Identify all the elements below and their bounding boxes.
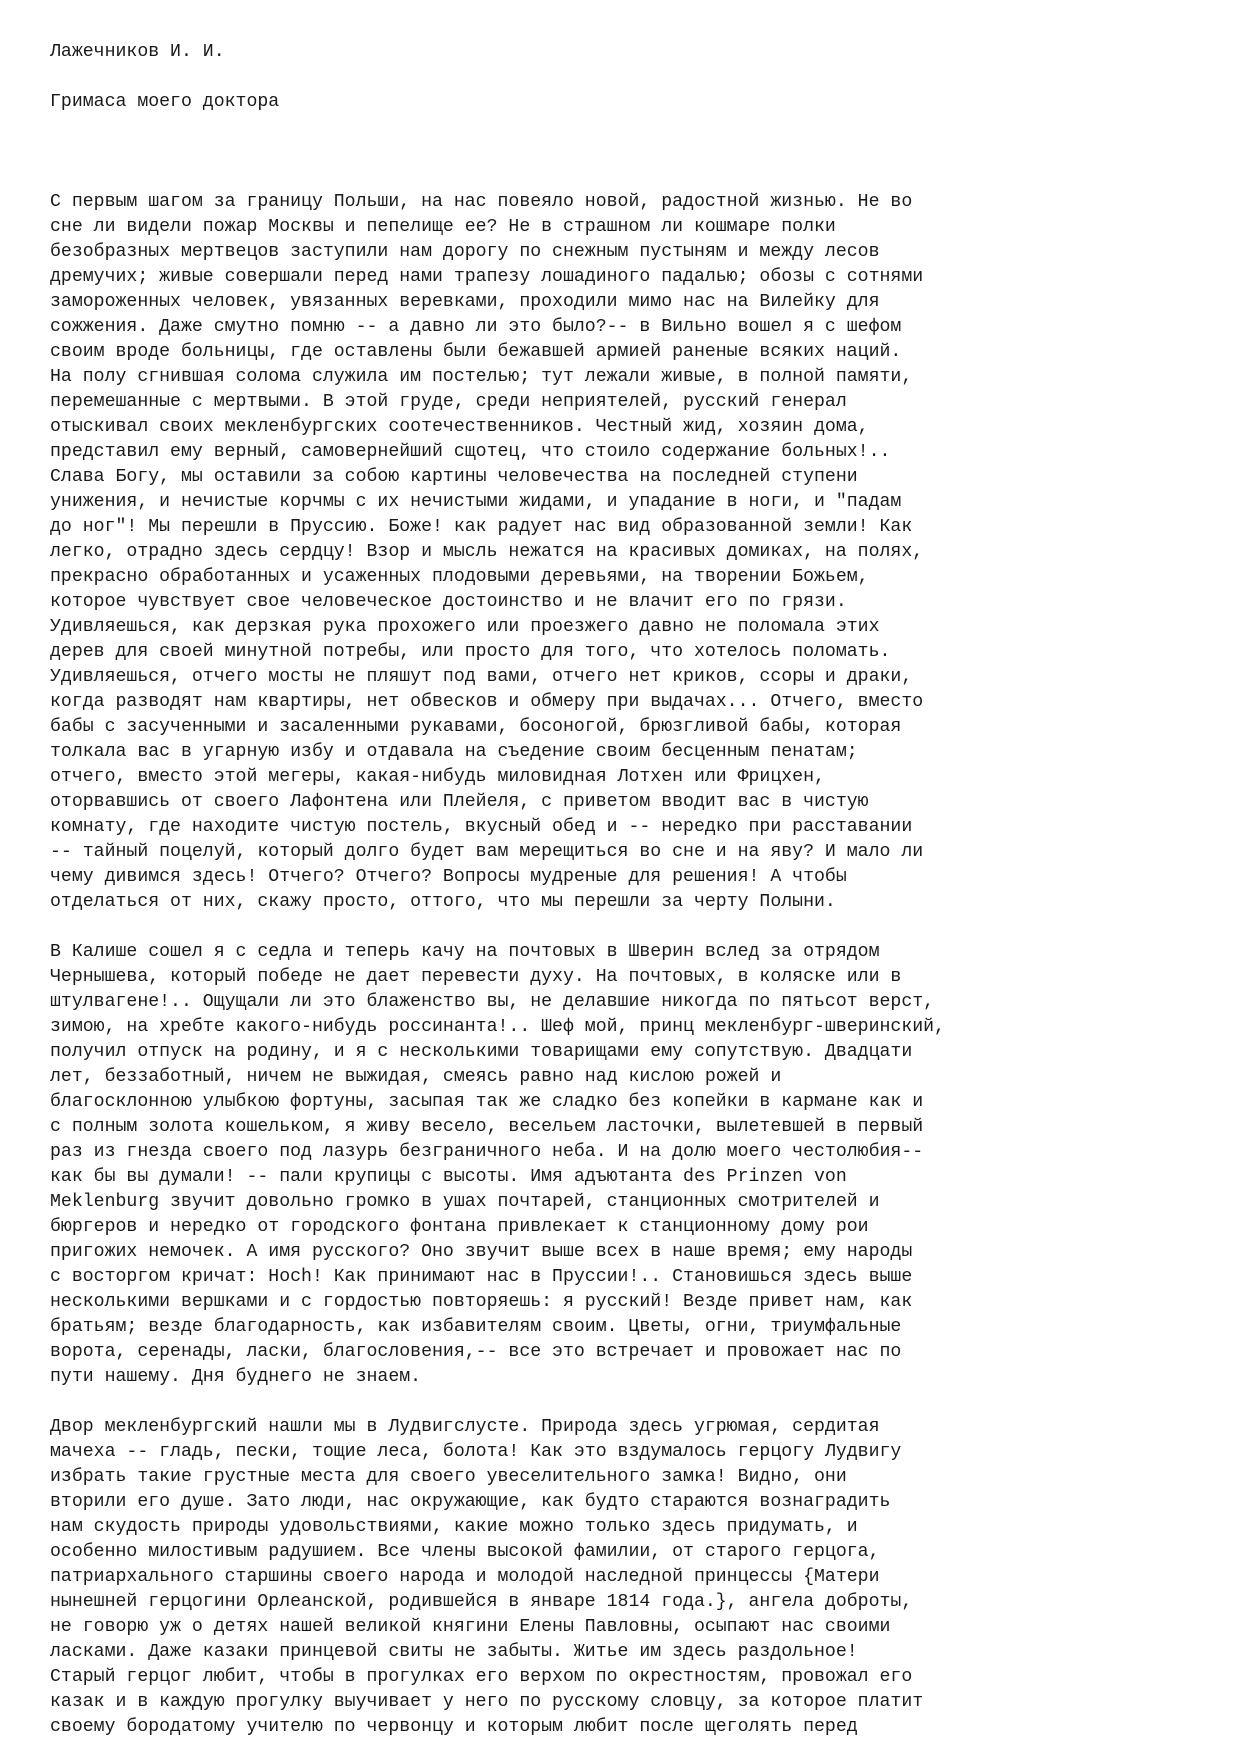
text-line: С первым шагом за границу Польши, на нас повеяло новой, радостной жизнью. Не во bbox=[50, 192, 913, 212]
text-line: нынешней герцогини Орлеанской, родившейся в январе 1814 года.}, ангела доброты, bbox=[50, 1592, 913, 1612]
text-line: оторвавшись от своего Лафонтена или Плейеля, с приветом вводит вас в чистую bbox=[50, 792, 869, 812]
paragraph bbox=[50, 1415, 1220, 1740]
text-line: Удивляешься, отчего мосты не пляшут под вами, отчего нет криков, ссоры и драки, bbox=[50, 667, 913, 687]
text-line: отыскивал своих мекленбургских соотечественников. Честный жид, хозяин дома, bbox=[50, 417, 869, 437]
text-line: бабы с засученными и засаленными рукавами, босоногой, брюзгливой бабы, которая bbox=[50, 717, 902, 737]
text-line: своим вроде больницы, где оставлены были бежавшей армией раненые всяких наций. bbox=[50, 342, 902, 362]
text-line: особенно милостивым радушием. Все члены высокой фамилии, от старого герцога, bbox=[50, 1542, 880, 1562]
text-line: несколькими вершками и с гордостью повторяешь: я русский! Везде привет нам, как bbox=[50, 1292, 913, 1312]
text-line: раз из гнезда своего под лазурь безграничного неба. И на долю моего честолюбия-- bbox=[50, 1142, 924, 1162]
text-line: патриархального старшины своего народа и молодой наследной принцессы {Матери bbox=[50, 1567, 880, 1587]
paragraph-gap bbox=[50, 915, 1220, 940]
text-line: вторили его душе. Зато люди, нас окружающие, как будто стараются вознаградить bbox=[50, 1492, 891, 1512]
text-line: нам скудость природы удовольствиями, какие можно только здесь придумать, и bbox=[50, 1517, 858, 1537]
text-line: казак и в каждую прогулку выучивает у него по русскому словцу, за которое платит bbox=[50, 1692, 924, 1712]
text-line: до ног"! Мы перешли в Пруссию. Боже! как радует нас вид образованной земли! Как bbox=[50, 517, 913, 537]
spacer bbox=[50, 115, 1220, 190]
document-body bbox=[50, 190, 1220, 1740]
text-line: -- тайный поцелуй, который долго будет вам мерещиться во сне и на яву? И мало ли bbox=[50, 842, 924, 862]
text-line: братьям; везде благодарность, как избавителям своим. Цветы, огни, триумфальные bbox=[50, 1317, 902, 1337]
text-line: своему бородатому учителю по червонцу и которым любит после щеголять перед bbox=[50, 1717, 858, 1737]
text-line: безобразных мертвецов заступили нам дорогу по снежным пустыням и между лесов bbox=[50, 242, 880, 262]
text-line: Чернышева, который победе не дает перевести духу. На почтовых, в коляске или в bbox=[50, 967, 902, 987]
text-line: На полу сгнившая солома служила им постелью; тут лежали живые, в полной памяти, bbox=[50, 367, 913, 387]
text-line: ворота, серенады, ласки, благословения,-- все это встречает и провожает нас по bbox=[50, 1342, 902, 1362]
text-line: лет, беззаботный, ничем не выжидая, смеясь равно над кислою рожей и bbox=[50, 1067, 782, 1087]
text-line: сне ли видели пожар Москвы и пепелище ее? Не в страшном ли кошмаре полки bbox=[50, 217, 836, 237]
text-line: чему дивимся здесь! Отчего? Отчего? Вопросы мудреные для решения! А чтобы bbox=[50, 867, 847, 887]
text-line: толкала вас в угарную избу и отдавала на съедение своим бесценным пенатам; bbox=[50, 742, 858, 762]
text-line: легко, отрадно здесь сердцу! Взор и мысль нежатся на красивых домиках, на полях, bbox=[50, 542, 924, 562]
text-line: Старый герцог любит, чтобы в прогулках его верхом по окрестностям, провожал его bbox=[50, 1667, 913, 1687]
text-line: не говорю уж о детях нашей великой княгини Елены Павловны, осыпают нас своими bbox=[50, 1617, 891, 1637]
paragraph bbox=[50, 940, 1220, 1390]
text-line: Слава Богу, мы оставили за собою картины человечества на последней ступени bbox=[50, 467, 858, 487]
text-line: мачеха -- гладь, пески, тощие леса, болота! Как это вздумалось герцогу Лудвигу bbox=[50, 1442, 902, 1462]
text-line: ласками. Даже казаки принцевой свиты не забыты. Житье им здесь раздольное! bbox=[50, 1642, 858, 1662]
text-line: отчего, вместо этой мегеры, какая-нибудь миловидная Лотхен или Фрицхен, bbox=[50, 767, 825, 787]
text-line: штулвагене!.. Ощущали ли это блаженство вы, не делавшие никогда по пятьсот верст, bbox=[50, 992, 935, 1012]
text-line: с полным золота кошельком, я живу весело, весельем ласточки, вылетевшей в первый bbox=[50, 1117, 924, 1137]
text-line: дремучих; живые совершали перед нами трапезу лошадиного падалью; обозы с сотнями bbox=[50, 267, 924, 287]
text-line: Meklenburg звучит довольно громко в ушах почтарей, станционных смотрителей и bbox=[50, 1192, 880, 1212]
text-line: комнату, где находите чистую постель, вкусный обед и -- нередко при расставании bbox=[50, 817, 913, 837]
text-line: с восторгом кричат: Hoch! Как принимают нас в Пруссии!.. Становишься здесь выше bbox=[50, 1267, 913, 1287]
text-line: замороженных человек, увязанных веревками, проходили мимо нас на Вилейку для bbox=[50, 292, 880, 312]
paragraph-gap bbox=[50, 1390, 1220, 1415]
text-line: пригожих немочек. А имя русского? Оно звучит выше всех в наше время; ему народы bbox=[50, 1242, 913, 1262]
text-line: пути нашему. Дня буднего не знаем. bbox=[50, 1367, 422, 1387]
text-line: прекрасно обработанных и усаженных плодовыми деревьями, на творении Божьем, bbox=[50, 567, 869, 587]
text-line: дерев для своей минутной потребы, или просто для того, что хотелось поломать. bbox=[50, 642, 891, 662]
text-line: благосклонною улыбкою фортуны, засыпая так же сладко без копейки в кармане как и bbox=[50, 1092, 924, 1112]
text-line: Удивляешься, как дерзкая рука прохожего или проезжего давно не поломала этих bbox=[50, 617, 880, 637]
document-page bbox=[50, 40, 1220, 1740]
text-line: когда разводят нам квартиры, нет обвесков и обмеру при выдачах... Отчего, вместо bbox=[50, 692, 924, 712]
text-line: получил отпуск на родину, и я с несколькими товарищами ему сопутствую. Двадцати bbox=[50, 1042, 913, 1062]
text-line: как бы вы думали! -- пали крупицы с высоты. Имя адъютанта des Prinzen von bbox=[50, 1167, 847, 1187]
text-line: перемешанные с мертвыми. В этой груде, среди неприятелей, русский генерал bbox=[50, 392, 847, 412]
text-line: унижения, и нечистые корчмы с их нечистыми жидами, и упадание в ноги, и "падам bbox=[50, 492, 902, 512]
spacer bbox=[50, 65, 1220, 90]
text-line: бюргеров и нередко от городского фонтана привлекает к станционному дому рои bbox=[50, 1217, 869, 1237]
text-line: зимою, на хребте какого-нибудь россинанта!.. Шеф мой, принц мекленбург-шверинский, bbox=[50, 1017, 945, 1037]
text-line: представил ему верный, самовернейший сщотец, что стоило содержание больных!.. bbox=[50, 442, 891, 462]
text-line: избрать такие грустные места для своего увеселительного замка! Видно, они bbox=[50, 1467, 847, 1487]
text-line: которое чувствует свое человеческое достоинство и не влачит его по грязи. bbox=[50, 592, 847, 612]
paragraph bbox=[50, 190, 1220, 915]
text-line: отделаться от них, скажу просто, оттого, что мы перешли за черту Полыни. bbox=[50, 892, 836, 912]
document-title: Гримаса моего доктора bbox=[50, 92, 280, 112]
text-line: сожжения. Даже смутно помню -- а давно ли это было?-- в Вильно вошел я с шефом bbox=[50, 317, 902, 337]
text-line: Двор мекленбургский нашли мы в Лудвигслусте. Природа здесь угрюмая, сердитая bbox=[50, 1417, 880, 1437]
author-line: Лажечников И. И. bbox=[50, 42, 225, 62]
text-line: В Калише сошел я с седла и теперь качу на почтовых в Шверин вслед за отрядом bbox=[50, 942, 880, 962]
